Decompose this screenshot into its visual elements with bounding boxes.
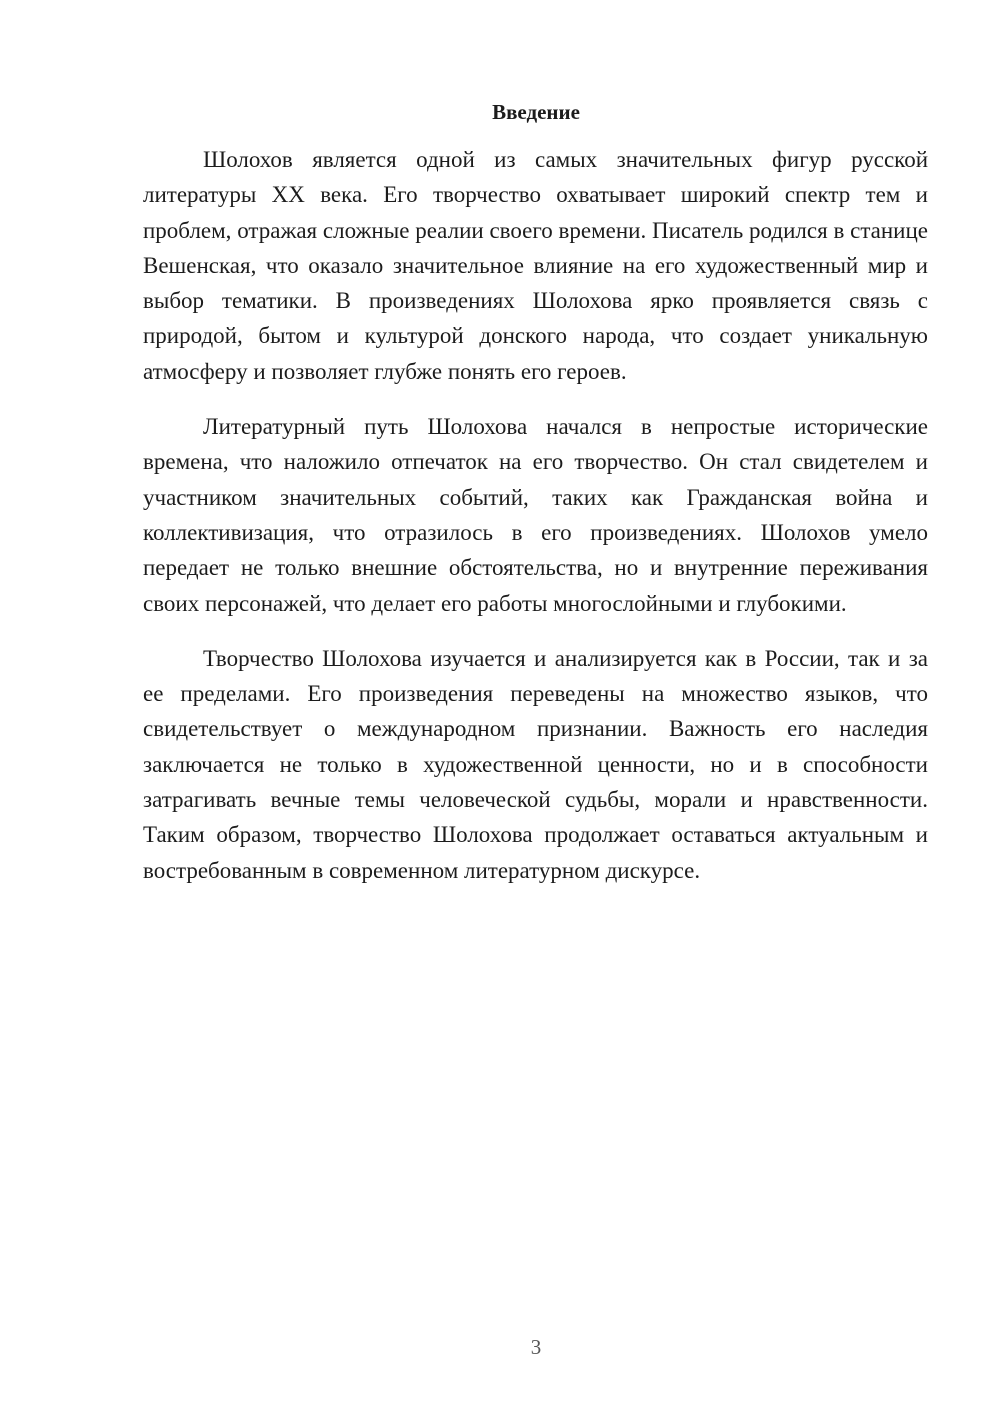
page-number: 3 xyxy=(530,1335,542,1359)
paragraph-1: Шолохов является одной из самых значительных фигур русской литературы XX века. Его творчество охватывает широкий спектр тем и проблем, отражая сложные реалии своего времени. Писатель родился в станице Вешенская, что оказало значительное влияние на его художественный мир и выбор тематики. В произведениях Шолохова ярко проявляется связь с природой, бытом и культурой донского народа, что создает уникальную атмосферу и позволяет глубже понять его героев. xyxy=(143,147,928,384)
paragraph-2: Литературный путь Шолохова начался в непростые исторические времена, что наложило отпечаток на его творчество. Он стал свидетелем и участником значительных событий, таких как Гражданская война и коллективизация, что отразилось в его произведениях. Шолохов умело передает не только внешние обстоятельства, но и внутренние переживания своих персонажей, что делает его работы многослойными и глубокими. xyxy=(143,414,928,616)
page-title: Введение xyxy=(492,100,580,124)
paragraph-3: Творчество Шолохова изучается и анализируется как в России, так и за ее пределами. Его произведения переведены на множество языков, что свидетельствует о международном признании. Важность его наследия заключается не только в художественной ценности, но и в способности затрагивать вечные темы человеческой судьбы, морали и нравственности. Таким образом, творчество Шолохова продолжает оставаться актуальным и востребованным в современном литературном дискурсе. xyxy=(143,645,928,883)
body-text xyxy=(143,142,928,908)
